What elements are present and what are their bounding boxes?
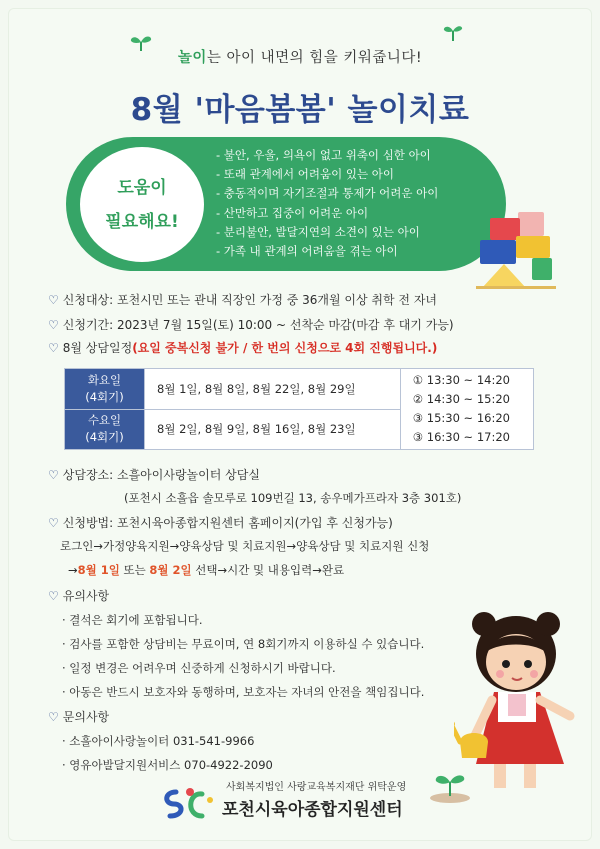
arrow-text: → (68, 563, 78, 577)
table-row (65, 369, 534, 410)
bubble-line-1: 도움이 (117, 177, 167, 198)
time-slot: ① 13:30 ~ 14:20 (412, 373, 510, 387)
notes-heading (48, 587, 109, 604)
table-day-cell (65, 409, 145, 450)
plant-sprout-icon (428, 760, 472, 804)
time-slots-cell (400, 369, 533, 450)
heart-icon: ♡ (48, 589, 59, 603)
heart-icon: ♡ (48, 341, 59, 355)
list-item: · 일정 변경은 어려우며 신중하게 신청하시기 바랍니다. (62, 661, 336, 675)
heart-icon: ♡ (48, 293, 59, 307)
method-selection (68, 562, 344, 578)
or-text: 또는 (119, 563, 150, 577)
schedule-notice: (요일 중복신청 불가 / 한 번의 신청으로 4회 진행됩니다.) (132, 341, 438, 355)
method-steps: 로그인→가정양육지원→양육상담 및 치료지원→양육상담 및 치료지원 신청 (60, 539, 430, 553)
list-item: - 또래 관계에서 어려움이 있는 아이 (216, 167, 394, 182)
eligibility-text: 신청대상: 포천시민 또는 관내 직장인 가정 중 36개월 이상 취학 전 자녀 (62, 293, 438, 307)
schedule-heading-text: 8월 상담일정 (62, 341, 133, 355)
list-item: · 아동은 반드시 보호자와 동행하며, 보호자는 자녀의 안전을 책임집니다. (62, 685, 425, 699)
time-slot: ③ 15:30 ~ 16:20 (412, 411, 510, 425)
schedule-heading (48, 339, 437, 356)
eligibility (48, 291, 437, 308)
sprout-icon (442, 22, 464, 42)
table-day-cell (65, 369, 145, 410)
list-item: · 결석은 회기에 포함됩니다. (62, 613, 203, 627)
toy-blocks-illustration (476, 208, 556, 290)
time-slot: ② 14:30 ~ 15:20 (412, 392, 510, 406)
period-text: 신청기간: 2023년 7월 15일(토) 10:00 ~ 선착순 마감(마감 후 대기 가능) (62, 318, 454, 332)
list-item: · 소흘아이사랑놀이터 031-541-9966 (62, 734, 255, 748)
date-option-2: 8월 2일 (149, 563, 192, 577)
location-address: (포천시 소흘읍 솔모루로 109번길 13, 송우메가프라자 3층 301호) (124, 491, 462, 505)
heart-icon: ♡ (48, 468, 59, 482)
heart-icon: ♡ (48, 710, 59, 724)
date-option-1: 8월 1일 (77, 563, 120, 577)
time-slot: ③ 16:30 ~ 17:20 (412, 430, 510, 444)
tagline-text: 는 아이 내면의 힘을 키워줍니다! (206, 50, 423, 66)
contact-heading (48, 708, 109, 725)
tagline (0, 46, 600, 67)
page-title: 8월 '마음봄봄' 놀이치료 (130, 92, 470, 128)
session-count: (4회기) (85, 430, 124, 445)
org-logo-icon (162, 786, 218, 822)
method-text: 신청방법: 포천시육아종합지원센터 홈페이지(가입 후 신청가능) (62, 516, 393, 530)
list-item: - 충동적이며 자기조절과 통제가 어려운 아이 (216, 186, 439, 201)
operator-text: 사회복지법인 사랑교육복지재단 위탁운영 (226, 782, 407, 793)
table-dates-cell: 8월 2일, 8월 9일, 8월 16일, 8월 23일 (145, 409, 401, 450)
list-item: - 가족 내 관계의 어려움을 겪는 아이 (216, 244, 398, 259)
heart-icon: ♡ (48, 516, 59, 530)
help-bubble (80, 147, 204, 262)
method-rest: 선택→시간 및 내용입력→완료 (191, 563, 345, 577)
location-text: 상담장소: 소흘아이사랑놀이터 상담실 (62, 468, 260, 482)
tagline-accent: 놀이 (177, 50, 207, 66)
notes-heading-text: 유의사항 (62, 589, 110, 603)
list-item: - 불안, 우울, 의욕이 없고 위축이 심한 아이 (216, 148, 431, 162)
org-name: 포천시육아종합지원센터 (222, 800, 403, 820)
list-item: · 영유아발달지원서비스 070-4922-2090 (62, 758, 273, 772)
method (48, 514, 393, 531)
session-count: (4회기) (85, 389, 124, 404)
schedule-table (64, 368, 534, 450)
contact-heading-text: 문의사항 (62, 710, 110, 724)
day-label: 화요일 (87, 372, 122, 387)
list-item: · 검사를 포함한 상담비는 무료이며, 연 8회기까지 이용하실 수 있습니다. (62, 637, 425, 651)
table-dates-cell: 8월 1일, 8월 8일, 8월 22일, 8월 29일 (145, 369, 401, 410)
location (48, 466, 260, 483)
period (48, 316, 454, 333)
heart-icon: ♡ (48, 318, 59, 332)
bubble-line-2: 필요해요! (105, 211, 179, 232)
girl-watering-illustration (454, 596, 600, 796)
day-label: 수요일 (87, 413, 122, 428)
list-item: - 산만하고 집중이 어려운 아이 (216, 205, 369, 220)
target-list (216, 146, 438, 261)
list-item: - 분리불안, 발달지연의 소견이 있는 아이 (216, 224, 420, 239)
